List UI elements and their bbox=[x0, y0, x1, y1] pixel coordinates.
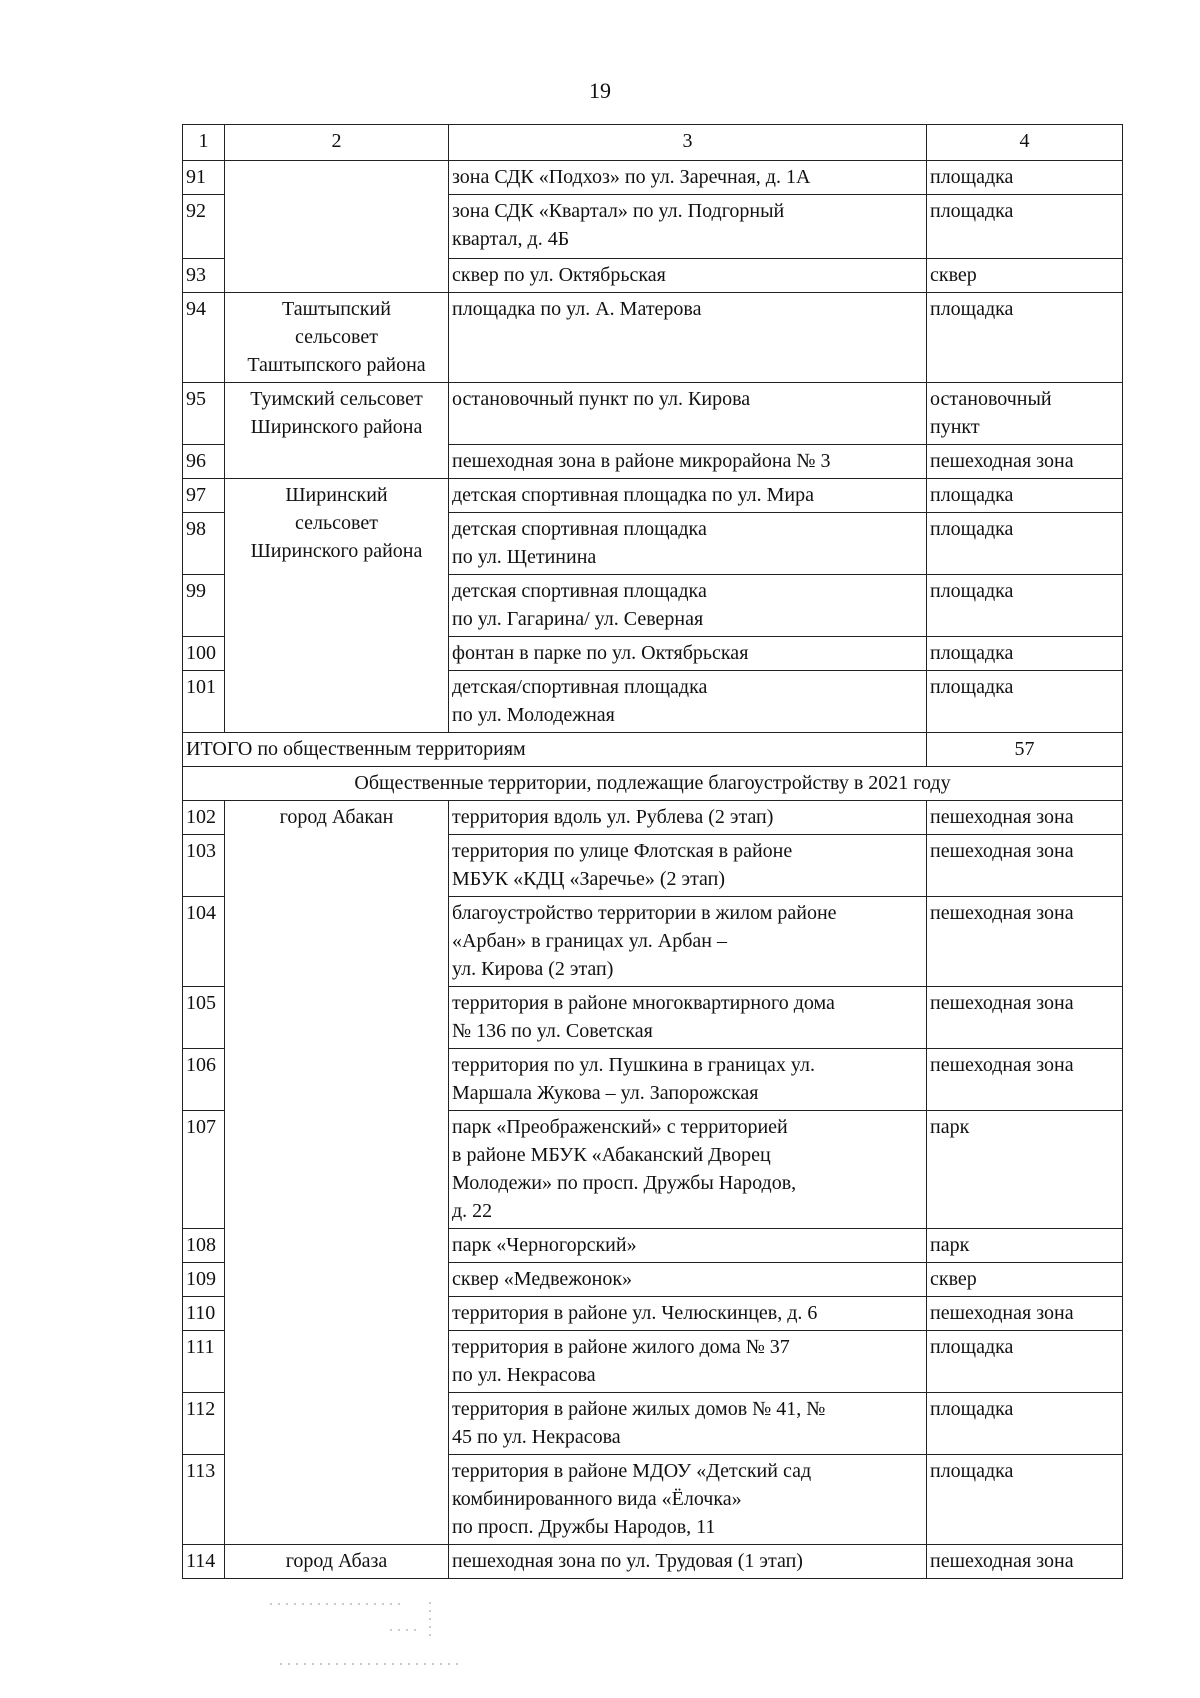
object-cell: территория в районе жилого дома № 37 по ул. Некрасова bbox=[449, 1331, 927, 1393]
row-number: 111 bbox=[183, 1331, 225, 1393]
municipality-cell: Ширинский сельсовет Ширинского района bbox=[225, 479, 449, 733]
type-cell: остановочный пункт bbox=[927, 383, 1123, 445]
row-number: 98 bbox=[183, 513, 225, 575]
total-value: 57 bbox=[927, 733, 1123, 767]
row-number: 91 bbox=[183, 161, 225, 195]
object-cell: детская спортивная площадка по ул. Щетинина bbox=[449, 513, 927, 575]
row-number: 92 bbox=[183, 195, 225, 259]
object-cell: зона СДК «Подхоз» по ул. Заречная, д. 1А bbox=[449, 161, 927, 195]
type-cell: площадка bbox=[927, 637, 1123, 671]
type-cell: пешеходная зона bbox=[927, 835, 1123, 897]
type-cell: площадка bbox=[927, 1455, 1123, 1545]
table-row bbox=[183, 479, 1123, 513]
public-territories-table bbox=[182, 124, 1123, 1579]
row-number: 109 bbox=[183, 1263, 225, 1297]
table-row bbox=[183, 1545, 1123, 1579]
object-cell: парк «Преображенский» с территорией в районе МБУК «Абаканский Дворец Молодежи» по просп. Дружбы Народов, д. 22 bbox=[449, 1111, 927, 1229]
type-cell: пешеходная зона bbox=[927, 445, 1123, 479]
type-cell: пешеходная зона bbox=[927, 1545, 1123, 1579]
municipality-cell: Туимский сельсовет Ширинского района bbox=[225, 383, 449, 479]
type-cell: пешеходная зона bbox=[927, 1297, 1123, 1331]
scan-artifact bbox=[270, 1600, 470, 1670]
municipality-cell-continued bbox=[225, 161, 449, 293]
row-number: 101 bbox=[183, 671, 225, 733]
section-heading-row bbox=[183, 767, 1123, 801]
type-cell: площадка bbox=[927, 1331, 1123, 1393]
object-cell: детская/спортивная площадка по ул. Молодежная bbox=[449, 671, 927, 733]
type-cell: площадка bbox=[927, 513, 1123, 575]
row-number: 103 bbox=[183, 835, 225, 897]
table-row bbox=[183, 293, 1123, 383]
object-cell: остановочный пункт по ул. Кирова bbox=[449, 383, 927, 445]
row-number: 94 bbox=[183, 293, 225, 383]
object-cell: фонтан в парке по ул. Октябрьская bbox=[449, 637, 927, 671]
page-number: 19 bbox=[589, 78, 611, 103]
table-row bbox=[183, 801, 1123, 835]
row-number: 93 bbox=[183, 259, 225, 293]
object-cell: территория в районе жилых домов № 41, № 45 по ул. Некрасова bbox=[449, 1393, 927, 1455]
object-cell: территория по улице Флотская в районе МБУК «КДЦ «Заречье» (2 этап) bbox=[449, 835, 927, 897]
row-number: 99 bbox=[183, 575, 225, 637]
row-number: 106 bbox=[183, 1049, 225, 1111]
row-number: 96 bbox=[183, 445, 225, 479]
type-cell: сквер bbox=[927, 259, 1123, 293]
object-cell: сквер по ул. Октябрьская bbox=[449, 259, 927, 293]
row-number: 112 bbox=[183, 1393, 225, 1455]
header-col-4: 4 bbox=[927, 125, 1123, 161]
type-cell: площадка bbox=[927, 1393, 1123, 1455]
type-cell: площадка bbox=[927, 479, 1123, 513]
type-cell: площадка bbox=[927, 293, 1123, 383]
total-row bbox=[183, 733, 1123, 767]
row-number: 113 bbox=[183, 1455, 225, 1545]
row-number: 100 bbox=[183, 637, 225, 671]
object-cell: детская спортивная площадка по ул. Гагарина/ ул. Северная bbox=[449, 575, 927, 637]
row-number: 95 bbox=[183, 383, 225, 445]
type-cell: площадка bbox=[927, 195, 1123, 259]
municipality-cell: город Абаза bbox=[225, 1545, 449, 1579]
row-number: 107 bbox=[183, 1111, 225, 1229]
type-cell: пешеходная зона bbox=[927, 801, 1123, 835]
type-cell: площадка bbox=[927, 161, 1123, 195]
municipality-cell: Таштыпский сельсовет Таштыпского района bbox=[225, 293, 449, 383]
object-cell: пешеходная зона в районе микрорайона № 3 bbox=[449, 445, 927, 479]
type-cell: пешеходная зона bbox=[927, 897, 1123, 987]
table-row bbox=[183, 383, 1123, 445]
object-cell: благоустройство территории в жилом районе «Арбан» в границах ул. Арбан – ул. Кирова (2 этап) bbox=[449, 897, 927, 987]
municipality-cell: город Абакан bbox=[225, 801, 449, 1545]
type-cell: площадка bbox=[927, 575, 1123, 637]
table-row bbox=[183, 161, 1123, 195]
row-number: 97 bbox=[183, 479, 225, 513]
row-number: 110 bbox=[183, 1297, 225, 1331]
object-cell: зона СДК «Квартал» по ул. Подгорный квартал, д. 4Б bbox=[449, 195, 927, 259]
total-label: ИТОГО по общественным территориям bbox=[183, 733, 927, 767]
header-col-2: 2 bbox=[225, 125, 449, 161]
object-cell: территория вдоль ул. Рублева (2 этап) bbox=[449, 801, 927, 835]
row-number: 114 bbox=[183, 1545, 225, 1579]
object-cell: площадка по ул. А. Матерова bbox=[449, 293, 927, 383]
object-cell: детская спортивная площадка по ул. Мира bbox=[449, 479, 927, 513]
type-cell: пешеходная зона bbox=[927, 987, 1123, 1049]
row-number: 104 bbox=[183, 897, 225, 987]
table-header-row bbox=[183, 125, 1123, 161]
type-cell: пешеходная зона bbox=[927, 1049, 1123, 1111]
object-cell: пешеходная зона по ул. Трудовая (1 этап) bbox=[449, 1545, 927, 1579]
type-cell: площадка bbox=[927, 671, 1123, 733]
type-cell: парк bbox=[927, 1229, 1123, 1263]
object-cell: территория в районе ул. Челюскинцев, д. 6 bbox=[449, 1297, 927, 1331]
section-title: Общественные территории, подлежащие благоустройству в 2021 году bbox=[183, 767, 1123, 801]
object-cell: территория по ул. Пушкина в границах ул. Маршала Жукова – ул. Запорожская bbox=[449, 1049, 927, 1111]
header-col-3: 3 bbox=[449, 125, 927, 161]
object-cell: территория в районе многоквартирного дома № 136 по ул. Советская bbox=[449, 987, 927, 1049]
header-col-1: 1 bbox=[183, 125, 225, 161]
object-cell: сквер «Медвежонок» bbox=[449, 1263, 927, 1297]
row-number: 102 bbox=[183, 801, 225, 835]
type-cell: сквер bbox=[927, 1263, 1123, 1297]
row-number: 108 bbox=[183, 1229, 225, 1263]
type-cell: парк bbox=[927, 1111, 1123, 1229]
object-cell: территория в районе МДОУ «Детский сад комбинированного вида «Ёлочка» по просп. Дружбы Народов, 11 bbox=[449, 1455, 927, 1545]
row-number: 105 bbox=[183, 987, 225, 1049]
object-cell: парк «Черногорский» bbox=[449, 1229, 927, 1263]
